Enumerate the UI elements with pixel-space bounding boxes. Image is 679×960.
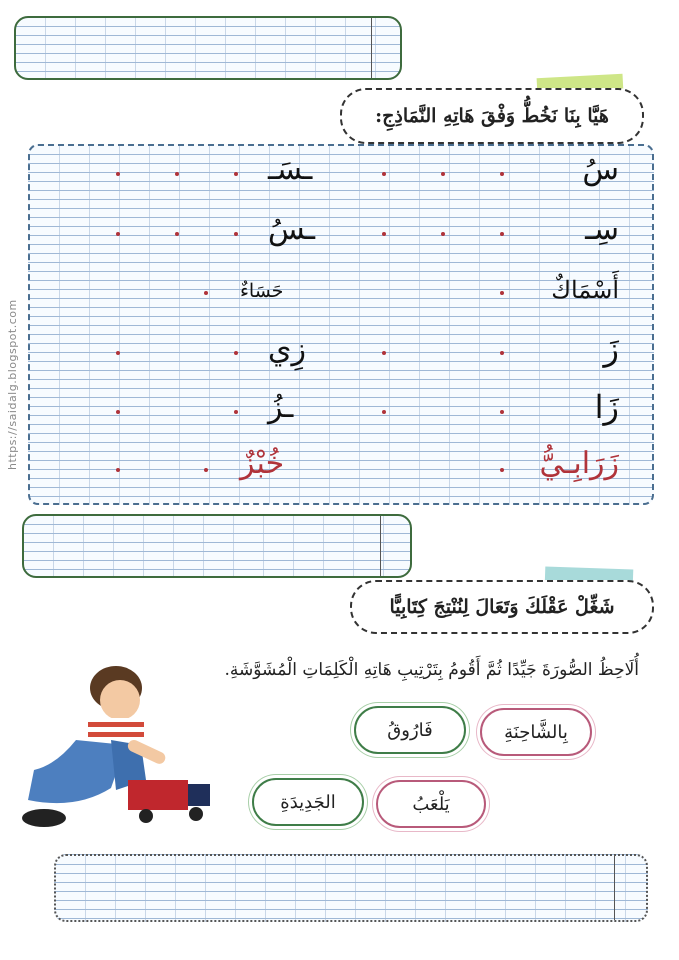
model-right-6: زَرَابِـيُّ [539, 446, 619, 481]
margin-line [614, 856, 615, 920]
exercise-instruction: أُلَاحِظُ الصُّورَةَ جَيِّدًا ثُمَّ أَقُومُ بِتَرْتِيبِ هَاتِهِ الْكَلِمَاتِ الْمُشَوَّشَةِ. [224, 660, 639, 680]
model-right-2: سِـ [585, 212, 619, 247]
model-right-1: سُ [582, 152, 619, 187]
writing-box-middle[interactable] [22, 514, 412, 578]
model-left-1: ـسَـ [268, 152, 313, 187]
model-left-5: ـزُ [268, 390, 294, 425]
model-right-4: زَ [603, 330, 619, 368]
model-right-3: أَسْمَاكٌ [551, 276, 619, 304]
word-card-aljadida[interactable] [252, 778, 364, 826]
margin-line [371, 18, 372, 78]
word-card-bilshahina[interactable] [480, 708, 592, 756]
model-left-2: ـسُ [268, 212, 316, 247]
word-text: يَلْعَبُ [412, 793, 450, 815]
word-text: الجَدِيدَةِ [280, 791, 336, 813]
model-left-4: زِي [268, 332, 306, 367]
boy-playing-truck-illustration [16, 660, 231, 835]
section2-title-text: شَغِّلْ عَقْلَكَ وَتَعَالَ لِنُنْتِجَ كِتَابِيًّا [389, 596, 615, 618]
section1-title [340, 88, 644, 144]
model-left-3: حَسَاءٌ [240, 280, 284, 302]
writing-box-top[interactable] [14, 16, 402, 80]
word-card-yalaabu[interactable] [376, 780, 486, 828]
writing-box-bottom[interactable] [54, 854, 648, 922]
margin-line [380, 516, 381, 576]
word-text: بِالشَّاحِنَةِ [504, 721, 568, 743]
word-text: فَارُوقُ [387, 719, 433, 741]
model-right-5: زَا [594, 388, 619, 426]
word-card-farouq[interactable] [354, 706, 466, 754]
section1-title-text: هَيَّا بِنَا نَخُطُّ وَفْقَ هَاتِهِ النَّمَاذِجِ: [375, 105, 609, 127]
section2-title [350, 580, 654, 634]
blog-watermark: https://saidalg.blogspot.com [6, 299, 19, 470]
model-left-6: خُبْزٌ [240, 446, 285, 481]
